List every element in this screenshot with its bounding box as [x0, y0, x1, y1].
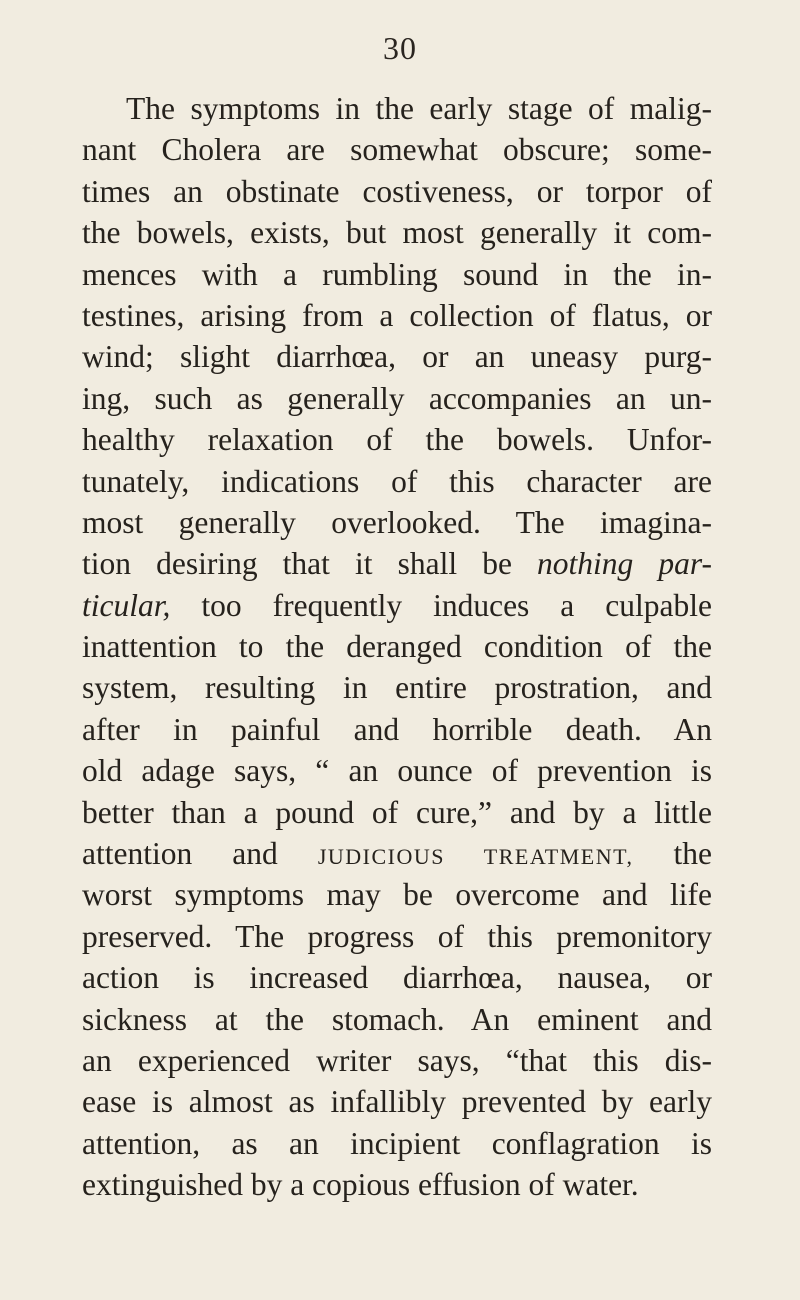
- text-line: [82, 1040, 712, 1081]
- text-line: [82, 171, 712, 212]
- text-line: [82, 750, 712, 791]
- text-run: tunately, indications of this character are: [82, 463, 712, 499]
- text-run: old adage says, “ an ounce of prevention is: [82, 753, 712, 789]
- text-line: [82, 419, 712, 460]
- text-run: attention and: [82, 836, 318, 872]
- text-run: action is increased diarrhœa, nausea, or: [82, 960, 712, 996]
- text-line: [82, 88, 712, 129]
- text-run: an experienced writer says, “that this dis-: [82, 1042, 712, 1078]
- text-line: [82, 254, 712, 295]
- page-number: 30: [383, 30, 417, 66]
- text-run: after in painful and horrible death. An: [82, 711, 712, 747]
- text-run: mences with a rumbling sound in the in-: [82, 256, 712, 292]
- text-line: [82, 336, 712, 377]
- text-run: sickness at the stomach. An eminent and: [82, 1001, 712, 1037]
- text-run: healthy relaxation of the bowels. Unfor-: [82, 422, 712, 458]
- text-run: testines, arising from a collection of flatus, or: [82, 297, 712, 333]
- text-run: attention, as an incipient conflagration is: [82, 1125, 712, 1161]
- text-line: [82, 129, 712, 170]
- text-line: [82, 543, 712, 584]
- text-run: The symptoms in the early stage of malig-: [126, 91, 712, 126]
- text-run: too frequently induces a culpable: [170, 587, 712, 623]
- text-line: [82, 295, 712, 336]
- text-line: [82, 626, 712, 667]
- text-line: [82, 709, 712, 750]
- text-run: preserved. The progress of this premonitory: [82, 918, 712, 954]
- text-line: [82, 667, 712, 708]
- text-run: most generally overlooked. The imagina-: [82, 504, 712, 540]
- text-run: nant Cholera are somewhat obscure; some-: [82, 132, 712, 168]
- small-caps-text: JUDICIOUS TREATMENT,: [317, 844, 634, 870]
- italic-text: nothing par-: [537, 546, 712, 582]
- text-line: [82, 378, 712, 419]
- text-run: the: [633, 836, 713, 872]
- body-paragraph: [82, 88, 712, 1206]
- text-line: [82, 792, 712, 833]
- text-run: extinguished by a copious effusion of water.: [82, 1167, 639, 1203]
- text-line: [82, 461, 712, 502]
- text-run: system, resulting in entire prostration, and: [82, 670, 712, 706]
- text-run: ing, such as generally accompanies an un-: [82, 380, 712, 416]
- text-line: [82, 212, 712, 253]
- text-line: [82, 874, 712, 915]
- text-line: [82, 502, 712, 543]
- text-run: times an obstinate costiveness, or torpor of: [82, 173, 712, 209]
- text-run: worst symptoms may be overcome and life: [82, 877, 712, 913]
- text-run: wind; slight diarrhœa, or an uneasy purg-: [82, 339, 712, 375]
- text-line: [82, 1081, 712, 1122]
- text-line: [82, 916, 712, 957]
- text-run: ease is almost as infallibly prevented by early: [82, 1084, 712, 1120]
- text-line: [82, 1123, 712, 1164]
- text-line: [82, 585, 712, 626]
- text-run: tion desiring that it shall be: [82, 546, 538, 582]
- text-line: [82, 1164, 712, 1205]
- text-run: inattention to the deranged condition of the: [82, 629, 712, 665]
- text-line: [82, 999, 712, 1040]
- text-line: [82, 957, 712, 998]
- text-run: the bowels, exists, but most generally it com-: [82, 215, 712, 251]
- italic-text: ticular,: [82, 587, 171, 623]
- text-run: better than a pound of cure,” and by a little: [82, 794, 712, 830]
- text-line: [82, 833, 712, 874]
